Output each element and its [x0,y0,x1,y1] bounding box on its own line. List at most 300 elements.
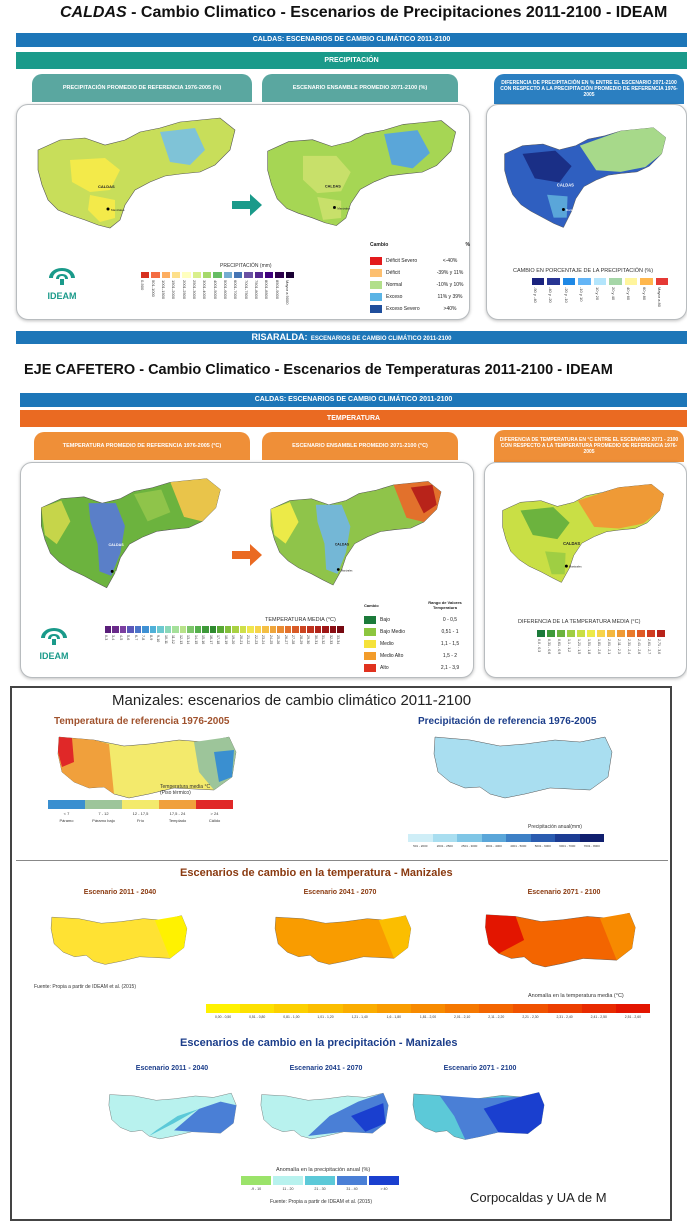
legend-swatch [196,800,233,809]
legend-swatch [180,626,187,633]
change-row [370,293,470,301]
change-swatch [364,628,376,636]
mzl-precip-ref-map [430,732,620,802]
precip-diff-map-city: Manizales [565,208,579,213]
change-label: Exceso Severo [386,306,420,312]
legend-category-label: Templado [168,818,187,823]
legend-swatch [587,630,595,637]
legend-tick-label: 0-500 [140,280,146,291]
legend-tick-label: 2,01 - 2,10 [454,1015,471,1019]
change-range: -39% y 11% [436,270,464,276]
change-swatch [370,257,382,265]
legend-swatch [597,630,605,637]
legend-swatch [159,800,196,809]
ideam-logo-text: IDEAM [47,291,77,301]
legend-swatch [122,800,159,809]
legend-tick-label: 7001-7500 [243,280,249,300]
precip-title [60,4,667,22]
mzl-temp-scen3-label: Escenario 2071 - 2100 [527,889,601,896]
legend-swatch [322,626,329,633]
legend-tick-label: 8-9 [148,635,153,641]
legend-tick-label: 3-4 [111,635,116,641]
legend-swatch [607,630,615,637]
legend-tick-label: -20 y -10 [563,287,569,303]
legend-swatch [337,1176,367,1185]
legend-tick-label: 2,01 - 2,1 [607,639,611,655]
legend-swatch [555,834,580,842]
precip-ens-map [260,110,470,240]
legend-tick-label: 12-13 [178,635,183,645]
precip-ref-map [30,110,250,240]
legend-swatch [232,626,239,633]
mzl-precip-scen1-label: Escenario 2011 - 2040 [135,1065,209,1072]
change-row [370,281,470,289]
legend-swatch [224,272,232,278]
legend-swatch [225,626,232,633]
mzl-precip-ref-legend-title: Precipitación anual(mm) [528,824,582,830]
legend-tick-label: 1,81 - 2,00 [419,1015,437,1019]
legend-tick-label: 2,31 - 2,40 [556,1015,573,1019]
ideam-logo-icon [39,626,69,646]
legend-tick-label: 2,31 - 2,4 [627,639,631,655]
legend-tick-label: 16-17 [208,635,213,645]
precip-header-text: CALDAS: ESCENARIOS DE CAMBIO CLIMÁTICO 2011-2100 [252,36,451,43]
legend-swatch [240,1004,274,1013]
precip-diff-map-caldas: CALDAS [556,182,574,188]
change-range: -10% y 10% [436,282,464,288]
legend-tick-label: 1501-2000 [171,280,177,300]
ideam-logo-icon [47,266,77,286]
legend-tick-label: 22-23 [253,635,258,645]
legend-swatch [193,272,201,278]
change-range: >40% [443,306,457,312]
change-label: Medio [380,641,394,647]
change-range: 2,1 - 3,9 [440,665,460,671]
change-swatch [364,664,376,672]
legend-tick-label: -90 y -40 [532,287,538,303]
legend-tick-label: 10-11 [163,635,168,644]
precip-diff-legend [530,278,670,314]
mzl-anom-temp-title: Anomalía en la temperatura media (°C) [528,993,624,999]
legend-tick-label: 2501-3000 [191,280,197,300]
legend-swatch [640,278,653,285]
mzl-precip-scen-title: Escenarios de cambio en la precipitación - Manizales [180,1037,458,1049]
legend-swatch [202,626,209,633]
change-row [364,664,470,672]
legend-tick-label: > 40 [380,1187,388,1191]
legend-tick-label: 1,01 - 1,20 [317,1015,334,1019]
temp-legend-title: TEMPERATURA MEDIA (°C) [265,617,336,623]
legend-swatch [532,278,545,285]
legend-tick-label: 2,21 - 2,30 [522,1015,539,1019]
change-label: Medio Alto [380,653,404,659]
legend-swatch [48,800,85,809]
legend-tick-label: 29-30 [306,635,311,645]
legend-swatch [594,278,607,285]
legend-tick-label: 2,11 - 2,3 [617,639,621,654]
legend-swatch [262,626,269,633]
legend-tick-label: 7 - 12 [98,811,109,816]
legend-tick-label: 23-24 [261,635,266,645]
legend-tick-label: < 7 [63,811,70,816]
change-row [370,305,470,313]
legend-swatch [547,278,560,285]
legend-swatch [210,626,217,633]
legend-tick-label: 33-34 [336,635,341,645]
mzl-temp-scen3-map [482,900,642,980]
change-label: Alto [380,665,389,671]
change-row [370,257,470,265]
legend-tick-label: 0,81 - 1,00 [283,1015,300,1019]
legend-swatch [105,626,112,633]
legend-swatch [240,626,247,633]
mzl-precip-scen1-map [106,1076,242,1156]
change-range: 1,1 - 1,5 [440,641,460,647]
legend-swatch [151,272,159,278]
precip-diff-map [498,110,678,255]
precip-ref-map-city: Manizales [111,208,125,212]
precip-tab-diff: DIFERENCIA DE PRECIPITACIÓN EN % ENTRE EL ESCENARIO 2071-2100 CON RESPECTO A LA PRECIPITACIÓN PROMEDIO DE REFERENCIA 1976-2005 [494,74,684,104]
legend-tick-label: 7-8 [141,635,146,641]
legend-tick-label: 10 y 20 [595,287,600,301]
temp-change-table [364,600,470,676]
legend-swatch [162,272,170,278]
temp-diff-map-caldas: CALDAS [563,540,581,546]
change-swatch [370,269,382,277]
legend-tick-label: > 24 [210,811,219,816]
legend-swatch [285,626,292,633]
legend-swatch [377,1004,411,1013]
legend-swatch [308,1004,342,1013]
legend-swatch [625,278,638,285]
temp-title: EJE CAFETERO - Cambio Climatico - Escenarios de Temperaturas 2011-2100 - IDEAM [24,362,613,378]
temp-arrow-icon [232,544,262,566]
temp-change-header: Cambio Rango de Valores Temperatura [364,600,462,610]
legend-swatch [255,272,263,278]
temp-ref-map [34,470,234,600]
legend-tick-label: 6-7 [133,635,138,641]
mzl-precip-ref-title: Precipitación de referencia 1976-2005 [418,716,597,727]
legend-swatch [330,626,337,633]
legend-tick-label: 15-16 [201,635,206,645]
legend-tick-label: 0,0 - 0,3 [537,639,541,653]
legend-tick-label: 21-22 [246,635,251,645]
legend-tick-label: 8001-8500 [264,280,270,300]
legend-tick-label: 20 y 40 [610,287,616,301]
mzl-temp-scen2-map [272,900,417,980]
legend-tick-label: 1,6 - 1,80 [386,1015,401,1019]
legend-tick-label: 31-32 [321,635,326,645]
legend-tick-label: 24-25 [268,635,273,645]
legend-swatch [182,272,190,278]
legend-tick-label: 2,71 - 3,0 [657,639,661,655]
legend-tick-label: 11 - 20 [282,1187,294,1191]
legend-tick-label: 2001 - 2500 [436,844,453,848]
legend-swatch [315,626,322,633]
mzl-temp-scen1-label: Escenario 2011 - 2040 [83,889,157,896]
legend-swatch [411,1004,445,1013]
legend-swatch [537,630,545,637]
change-range: 1,5 - 2 [442,653,458,659]
change-row [364,628,470,636]
change-label: Bajo [380,617,391,623]
mzl-precip-scen3-map [410,1076,550,1156]
change-label: Normal [386,282,403,288]
precip-diff-legend-title: CAMBIO EN PORCENTAJE DE LA PRECIPITACIÓN (%) [513,268,654,274]
legend-swatch [150,626,157,633]
precip-ref-map-caldas: CALDAS [98,184,115,189]
legend-swatch [120,626,127,633]
temp-diff-legend [536,630,666,670]
legend-swatch [513,1004,547,1013]
precip-tab-ref: PRECIPITACIÓN PROMEDIO DE REFERENCIA 1976-2005 (%) [32,74,252,102]
precip-legend-title: PRECIPITACIÓN (mm) [220,263,272,269]
legend-category-label: Páramo [59,818,74,823]
legend-swatch [408,834,433,842]
legend-tick-label: -9 - 10 [250,1187,262,1191]
temp-legend [104,626,344,668]
legend-swatch [270,626,277,633]
legend-tick-label: 1,51 - 1,8 [587,639,591,655]
legend-swatch [305,1176,335,1185]
precip-sub-bar [16,52,687,69]
change-label: Déficit [386,270,400,276]
precip-tab-ens: ESCENARIO ENSAMBLE PROMEDIO 2071-2100 (%) [262,74,458,102]
change-row [364,640,470,648]
change-swatch [364,616,376,624]
legend-tick-label: 4-5 [118,635,123,641]
legend-swatch [617,630,625,637]
legend-swatch [172,272,180,278]
legend-swatch [187,626,194,633]
legend-tick-label: 32-33 [328,635,333,645]
legend-tick-label: 9-10 [156,635,161,643]
temp-sub-bar: TEMPERATURA [20,410,687,427]
legend-swatch [247,626,254,633]
mzl-temp-floor-legend [48,800,233,828]
legend-swatch [548,1004,582,1013]
legend-tick-label: 19-20 [231,635,236,645]
legend-swatch [637,630,645,637]
legend-swatch [112,626,119,633]
legend-swatch [307,626,314,633]
legend-swatch [343,1004,377,1013]
legend-swatch [656,278,669,285]
legend-category-label: Frío [136,818,145,823]
temp-tab-diff: DIFERENCIA DE TEMPERATURA EN °C ENTRE EL ESCENARIO 2071 - 2100 CON RESPECTO A LA TEMPERATURA PROMEDIO DE REFERENCIA 1976-2005 [494,430,684,462]
legend-tick-label: 2001-2500 [181,280,187,300]
mzl-temp-ref-title: Temperatura de referencia 1976-2005 [54,716,230,727]
legend-tick-label: 26-27 [283,635,288,645]
legend-swatch [206,1004,240,1013]
legend-tick-label: 1,21 - 1,5 [577,639,581,655]
legend-tick-label: 0,51 - 0,80 [249,1015,266,1019]
legend-swatch [582,1004,616,1013]
legend-swatch [286,272,294,278]
legend-tick-label: 13-14 [186,635,191,645]
legend-swatch [337,626,344,633]
precip-change-header: Cambio % [370,242,470,248]
legend-swatch [567,630,575,637]
temp-header-bar: CALDAS: ESCENARIOS DE CAMBIO CLIMÁTICO 2011-2100 [20,393,687,407]
legend-swatch [135,626,142,633]
legend-tick-label: 14-15 [193,635,198,645]
legend-swatch [580,834,605,842]
precip-arrow-icon [232,194,262,216]
legend-tick-label: 0,61 - 0,9 [557,639,561,655]
change-label: Exceso [386,294,403,300]
legend-swatch [213,272,221,278]
ideam-logo-temp [34,626,74,661]
legend-tick-label: 5-6 [126,635,131,641]
change-swatch [364,640,376,648]
legend-category-label: Páramo bajo [92,818,115,823]
legend-tick-label: 25-26 [276,635,281,645]
legend-tick-label: 2,61 - 2,7 [647,639,651,655]
precip-title-rest: - Cambio Climatico - Escenarios de Precipitaciones 2011-2100 - IDEAM [126,4,668,21]
mzl-divider [16,860,668,861]
legend-swatch [482,834,507,842]
legend-swatch [300,626,307,633]
mzl-temp-scen1-map [48,900,193,980]
legend-swatch [142,626,149,633]
legend-category-label: Cálido [208,818,221,823]
legend-tick-label: 0,00 - 0,50 [214,1015,232,1019]
precip-title-caldas: CALDAS [60,4,127,21]
legend-tick-label: 11-12 [171,635,176,644]
legend-swatch [85,800,122,809]
legend-tick-label: 3001-4000 [202,280,208,300]
legend-tick-label: 6001 - 7000 [559,844,576,848]
change-range: 11% y 39% [437,294,463,300]
mzl-precip-scen3-label: Escenario 2071 - 2100 [443,1065,517,1072]
precip-legend [140,272,295,312]
legend-swatch [157,626,164,633]
legend-swatch [255,626,262,633]
change-label: Déficit Severo [386,258,418,264]
legend-tick-label: 501 - 2000 [413,844,428,848]
legend-tick-label: 2,51 - 2,60 [624,1015,642,1019]
temp-ens-map [264,470,454,600]
legend-swatch [531,834,556,842]
change-swatch [370,305,382,313]
legend-tick-label: 5001 - 6000 [534,844,551,848]
ideam-logo-text: IDEAM [39,651,69,661]
change-range: 0,51 - 1 [441,629,459,635]
risaralda-bar [16,331,687,344]
temp-diff-legend-title: DIFERENCIA DE LA TEMPERATURA MEDIA (°C) [518,619,641,625]
legend-tick-label: 1001-1500 [160,280,166,300]
precip-header-bar [16,33,687,47]
legend-swatch [557,630,565,637]
legend-swatch [127,626,134,633]
change-range: 0 - 0,5 [442,617,458,623]
legend-swatch [275,272,283,278]
legend-tick-label: 12 - 17,5 [132,811,149,816]
mzl-anom-precip-legend [240,1176,400,1198]
ideam-logo-precip [42,266,82,301]
legend-tick-label: 8501-9000 [274,280,280,300]
legend-swatch [616,1004,650,1013]
legend-swatch [141,272,149,278]
change-swatch [364,652,376,660]
legend-swatch [657,630,665,637]
legend-swatch [217,626,224,633]
temp-diff-map [496,470,676,600]
precip-change-table [370,242,470,318]
legend-swatch [165,626,172,633]
precip-sub-text: PRECIPITACIÓN [324,57,379,64]
risaralda-rest: ESCENARIOS DE CAMBIO CLIMÁTICO 2011-2100 [310,336,452,342]
temp-ref-map-city: Manizales [114,571,128,575]
legend-tick-label: 1,21 - 1,40 [351,1015,368,1019]
legend-swatch [547,630,555,637]
change-row [370,269,470,277]
temp-tab-ens: ESCENARIO ENSAMBLE PROMEDIO 2071-2100 (°C) [262,432,458,460]
legend-tick-label: 4001 - 5000 [510,844,527,848]
legend-tick-label: Mayor a 80 [657,287,663,308]
legend-swatch [277,626,284,633]
legend-tick-label: 17,5 - 24 [169,811,186,816]
temp-ref-map-caldas: CALDAS [108,542,124,547]
change-row [364,652,470,660]
mzl-credit: Corpocaldas y UA de M [470,1190,607,1205]
legend-tick-label: 6001-7000 [233,280,239,300]
legend-swatch [234,272,242,278]
legend-tick-label: 5001-6000 [222,280,228,300]
legend-swatch [203,272,211,278]
legend-swatch [265,272,273,278]
legend-tick-label: 30-31 [313,635,318,645]
legend-swatch [578,278,591,285]
mzl-precip-ref-legend [408,834,604,854]
legend-tick-label: 3001 - 4000 [485,844,502,848]
legend-tick-label: Mayor a 9000 [284,280,290,305]
manizales-title: Manizales: escenarios de cambio climático 2011-2100 [112,692,472,709]
legend-tick-label: 4001-5000 [212,280,218,300]
legend-tick-label: 2501 - 3000 [461,844,478,848]
legend-tick-label: 1,1 - 1,2 [567,639,571,653]
legend-swatch [244,272,252,278]
legend-swatch [563,278,576,285]
legend-tick-label: -40 y -20 [548,287,554,303]
legend-swatch [274,1004,308,1013]
legend-swatch [445,1004,479,1013]
legend-swatch [433,834,458,842]
legend-tick-label: 40 y 60 [626,287,632,301]
legend-swatch [609,278,622,285]
legend-tick-label: 0,31 - 0,6 [547,639,551,655]
legend-swatch [647,630,655,637]
legend-swatch [273,1176,303,1185]
legend-tick-label: 1,81 - 2,0 [597,639,601,655]
legend-swatch [627,630,635,637]
precip-ens-map-caldas: CALDAS [324,184,341,189]
precip-ens-map-city: Manizales [337,206,351,211]
mzl-temp-scen-title: Escenarios de cambio en la temperatura - Manizales [180,867,453,879]
change-swatch [370,293,382,301]
legend-tick-label: 17-18 [216,635,221,645]
legend-swatch [369,1176,399,1185]
change-swatch [370,281,382,289]
temp-diff-map-city: Manizales [568,564,582,569]
legend-swatch [195,626,202,633]
legend-swatch [577,630,585,637]
mzl-precip-scen2-label: Escenario 2041 - 2070 [289,1065,363,1072]
mzl-temp-scen2-label: Escenario 2041 - 2070 [303,889,377,896]
legend-tick-label: 21 - 30 [314,1187,326,1191]
legend-tick-label: 18-19 [223,635,228,645]
